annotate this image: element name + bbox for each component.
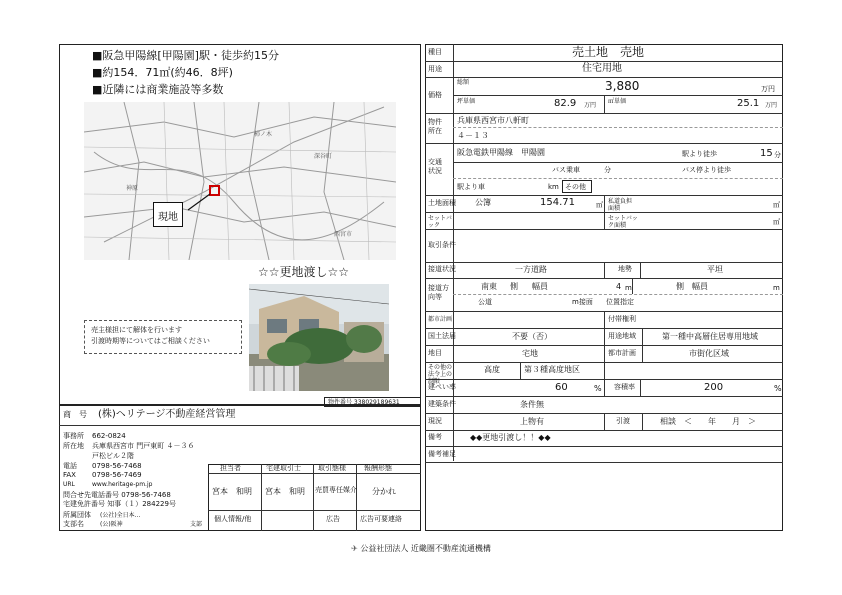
- property-photo: [249, 284, 389, 391]
- bus-unit: 分: [604, 166, 611, 174]
- road-dir2-label: 側 幅員: [676, 282, 708, 291]
- far-unit: %: [774, 384, 782, 393]
- road-dir: 南東: [481, 282, 497, 291]
- private-unit: ㎡: [773, 201, 780, 209]
- road-dir-label: 接道方向等: [428, 284, 449, 301]
- city-label: 都市計画: [608, 349, 636, 357]
- remarks-value: ◆◆更地引渡し！！◆◆: [470, 433, 551, 442]
- headline-station: ■阪急甲陽線[甲陽園]駅・徒歩約15分: [92, 49, 279, 62]
- staff-header-2: 宅建取引士: [266, 464, 301, 472]
- fax-value: 0798-56-7469: [92, 471, 142, 479]
- tsubo-label: 坪単価: [457, 98, 476, 105]
- location-value-2: ４－１３: [457, 131, 489, 140]
- status-label: 現況: [428, 417, 442, 425]
- fax-label: FAX: [63, 471, 76, 479]
- company-label: 商 号: [63, 410, 87, 419]
- other-box: その他: [562, 180, 592, 193]
- build-value: 条件無: [520, 400, 544, 409]
- zone-value: 第一種中高層住居専用地域: [662, 332, 758, 341]
- car-label: 駅より車: [457, 183, 485, 191]
- road-value: 一方道路: [515, 265, 547, 274]
- area-value: 154.71: [540, 197, 575, 208]
- sqm-unit: 万円: [765, 102, 778, 109]
- branch-label: 支部名: [63, 520, 84, 528]
- plan-label: 都市計画: [428, 316, 453, 323]
- map-label-3: 深谷町: [314, 153, 333, 160]
- road-contact: m接面: [572, 298, 593, 306]
- plan2-label: 付帯権利: [608, 315, 636, 323]
- road-label: 接道状況: [428, 265, 456, 273]
- contact-phone: 問合せ先電話番号 0798-56-7468: [63, 491, 171, 499]
- far-value: 200: [704, 382, 724, 393]
- branch-suffix: 支部: [190, 521, 203, 528]
- addr-label: 所在地: [63, 442, 84, 450]
- seller-note-1: 売主様担にて解体を行います: [91, 326, 182, 334]
- walk-unit: 分: [774, 151, 781, 159]
- location-map: [84, 102, 396, 260]
- line-value: 阪急電鉄甲陽線 甲陽園: [457, 148, 545, 157]
- branch-value: (公)阪神: [100, 521, 123, 528]
- bcr-value: 60: [555, 382, 568, 393]
- chimoku-value: 宅地: [522, 349, 538, 358]
- terrain-value: 平坦: [707, 265, 723, 274]
- site-label: 現地: [153, 202, 183, 227]
- land-use-value: 不要（否）: [512, 332, 552, 341]
- setback-unit: ㎡: [773, 218, 780, 226]
- headline-shops: ■近隣には商業施設等多数: [92, 83, 224, 96]
- tsubo-value: 82.9: [554, 98, 577, 109]
- use-label: 用途: [428, 65, 442, 73]
- city-value: 市街化区域: [689, 349, 729, 358]
- road-assign: 位置指定: [606, 298, 634, 306]
- zip-label: 事務所: [63, 432, 84, 440]
- other-limits-label: その他の法令上の制限: [428, 364, 453, 385]
- road-unit2: m: [773, 284, 780, 292]
- walk-label: 駅より徒歩: [682, 150, 717, 158]
- map-label-2: 柿ノ木: [254, 131, 273, 138]
- area-label: 土地面積: [428, 199, 456, 207]
- setback-label: セットバック: [428, 215, 452, 229]
- seller-note: [84, 320, 242, 354]
- other-limits-1: 高度: [484, 365, 500, 374]
- tel-label: 電話: [63, 462, 77, 470]
- addr-value-1: 兵庫県西宮市 門戸東町 ４－３６: [92, 442, 195, 450]
- sqm-label: ㎡単価: [608, 98, 627, 105]
- headline-area: ■約154．71㎡(約46．8坪): [92, 66, 233, 79]
- zip-value: 662-0824: [92, 432, 126, 440]
- seller-note-2: 引渡時期等についてはご相談ください: [91, 337, 210, 345]
- type-label: 種目: [428, 48, 442, 56]
- staff-value-2: 宮本 和明: [265, 487, 305, 496]
- staff-footer-3: 広告: [326, 515, 340, 523]
- assoc-value: (公社)全日本…: [100, 512, 141, 519]
- remarks-label: 備考: [428, 433, 442, 441]
- property-number: 物件番号 338029189631: [324, 397, 421, 407]
- price-sub: 総額: [457, 79, 470, 86]
- staff-value-4: 分かれ: [372, 487, 396, 496]
- map-label-4: 西宮市: [334, 231, 353, 238]
- staff-value-1: 宮本 和明: [212, 487, 252, 496]
- type-value: 売土地 売地: [572, 45, 645, 59]
- staff-header-3: 取引態様: [318, 464, 346, 472]
- url-value: www.heritage-pm.jp: [92, 481, 153, 488]
- assoc-label: 所属団体: [63, 511, 91, 519]
- chimoku-label: 地目: [428, 349, 442, 357]
- sqm-value: 25.1: [737, 98, 760, 109]
- footer-text: 公益社団法人 近畿圏不動産流通機構: [360, 544, 491, 553]
- bcr-label: 建ぺい率: [428, 383, 456, 391]
- price-label: 価格: [428, 91, 442, 99]
- terrain-label: 地勢: [618, 265, 632, 273]
- bcr-unit: %: [594, 384, 602, 393]
- staff-value-3: 売買専任媒介: [315, 486, 357, 494]
- far-label: 容積率: [614, 383, 635, 391]
- use-value: 住宅用地: [582, 63, 622, 74]
- zone-label: 用途地域: [608, 332, 636, 340]
- area-kind: 公簿: [475, 198, 491, 207]
- road-unit: m: [625, 284, 632, 292]
- bus-label: バス乗車: [552, 166, 580, 174]
- url-label: URL: [63, 481, 75, 488]
- busstop-label: バス停より徒歩: [682, 166, 731, 174]
- cond-label: 取引条件: [428, 241, 456, 249]
- price-value: 3,880: [605, 79, 640, 93]
- setback2-label: セットバック面積: [608, 215, 638, 229]
- remarks2-label: 備考補足: [428, 450, 456, 458]
- footer-logo-icon: ✈: [351, 544, 361, 553]
- handover-label: 引渡: [616, 417, 630, 425]
- transport-label: 交通状況: [428, 158, 442, 175]
- license-number: 宅建免許番号 知事（１）284229号: [63, 500, 176, 508]
- tsubo-unit: 万円: [584, 102, 597, 109]
- other-limits-2: 第３種高度地区: [524, 365, 580, 374]
- price-unit: 万円: [761, 85, 775, 93]
- road-width: 4: [616, 282, 622, 291]
- footer: [0, 536, 842, 555]
- build-label: 建築条件: [428, 400, 456, 408]
- car-unit: km: [548, 183, 559, 191]
- staff-header-1: 担当者: [220, 464, 241, 472]
- status-value: 上物有: [520, 417, 544, 426]
- staff-footer-4: 広告可要連絡: [360, 515, 402, 523]
- road-width-label: 幅員: [532, 282, 548, 291]
- map-label-1: 神原: [126, 185, 139, 192]
- road-public: 公道: [478, 298, 492, 306]
- private-label: 私道負担面積: [608, 198, 633, 212]
- land-use-label: 国土法届: [428, 332, 456, 340]
- company-name: (株)ヘリテージ不動産経営管理: [98, 409, 236, 420]
- addr-value-2: 戸松ビル２階: [92, 452, 134, 460]
- staff-header-4: 報酬形態: [364, 464, 392, 472]
- road-side: 側: [510, 282, 518, 291]
- tel-value: 0798-56-7468: [92, 462, 142, 470]
- sarachi-banner: ☆☆更地渡し☆☆: [258, 265, 350, 279]
- location-value-1: 兵庫県西宮市八軒町: [457, 116, 529, 125]
- staff-footer-1: 個人情報/他: [214, 515, 252, 523]
- location-label: 物件所在: [428, 118, 442, 135]
- house-photo: [249, 284, 389, 391]
- handover-value: 相談 ＜ 年 月 ＞: [660, 417, 756, 426]
- area-unit: ㎡: [596, 201, 603, 209]
- walk-value: 15: [760, 148, 773, 159]
